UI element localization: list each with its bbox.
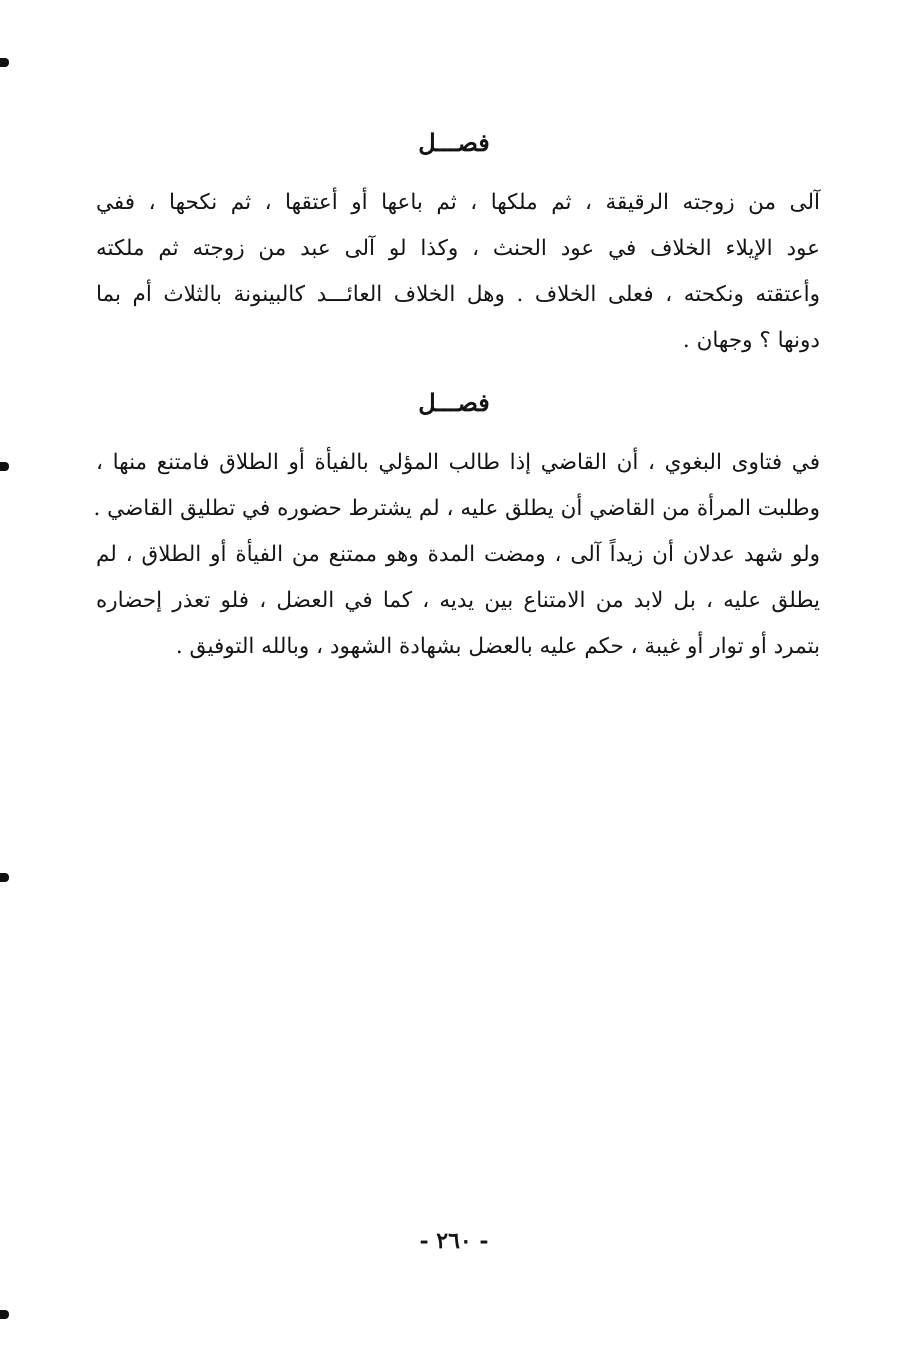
text-line: وأعتقته ونكحته ، فعلى الخلاف . وهل الخلاف العائـــد كالبينونة بالثلاث أم بما [96,282,820,307]
page-number: - ٢٦٠ - [419,1228,489,1254]
text-line: بتمرد أو توار أو غيبة ، حكم عليه بالعضل بشهادة الشهود ، وبالله التوفيق . [175,634,820,659]
text-line: ولو شهد عدلان أن زيداً آلى ، ومضت المدة وهو ممتنع من الفيأة أو الطلاق ، لم [96,542,820,567]
section-1-title: فصـــل [418,128,490,157]
text-line: عود الإيلاء الخلاف في عود الحنث ، وكذا لو آلى عبد من زوجته ثم ملكته [96,236,820,261]
text-line: دونها ؟ وجهان . [682,328,820,353]
text-line: يطلق عليه ، بل لابد من الامتناع بين يديه ، كما في العضل ، فلو تعذر إحضاره [96,588,820,613]
binding-mark [0,1310,9,1319]
section-1-body [96,180,820,364]
binding-mark [0,462,9,471]
text-line: آلى من زوجته الرقيقة ، ثم ملكها ، ثم باعها أو أعتقها ، ثم نكحها ، ففي [96,190,820,215]
binding-mark [0,873,9,882]
section-2-title: فصـــل [418,388,490,417]
binding-mark [0,58,9,67]
section-2-body [93,440,820,670]
text-line: في فتاوى البغوي ، أن القاضي إذا طالب المؤلي بالفيأة أو الطلاق فامتنع منها ، [96,450,820,475]
text-line: وطلبت المرأة من القاضي أن يطلق عليه ، لم يشترط حضوره في تطليق القاضي . [93,496,820,521]
